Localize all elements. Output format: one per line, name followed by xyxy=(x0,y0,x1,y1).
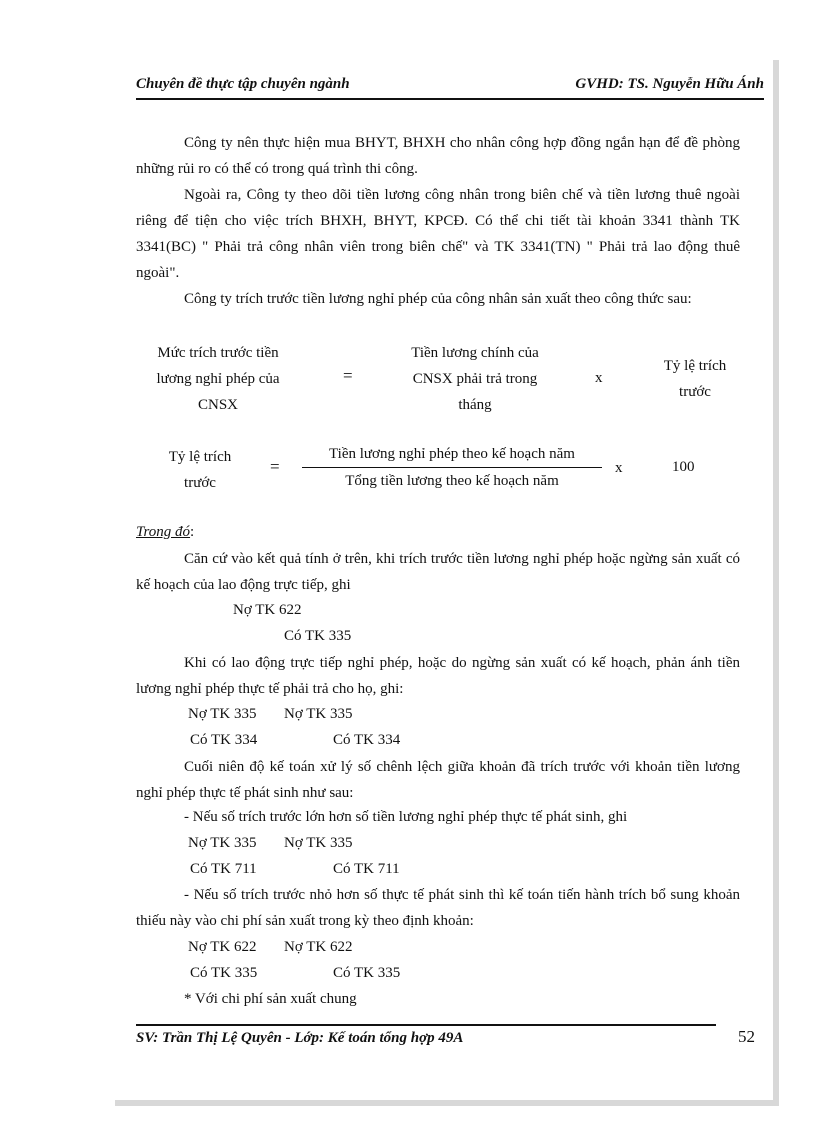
formula1-multiply: x xyxy=(595,370,603,386)
entry2-credit-2: Có TK 334 xyxy=(333,732,401,748)
paragraph-1: Công ty nên thực hiện mua BHYT, BHXH cho nhân công hợp đồng ngắn hạn để đề phòng những rủi ro có thể có trong quá trình thi công. xyxy=(136,135,740,177)
entry1-credit: Có TK 335 xyxy=(284,628,352,644)
entry3-credit-1: Có TK 711 xyxy=(190,861,257,877)
formula2-numerator: Tiền lương nghỉ phép theo kế hoạch năm xyxy=(329,446,575,462)
entry2-credit-1: Có TK 334 xyxy=(190,732,258,748)
paragraph-3: Công ty trích trước tiền lương nghỉ phép của công nhân sản xuất theo công thức sau: xyxy=(184,291,692,307)
entry3-debit-1: Nợ TK 335 xyxy=(188,835,257,851)
entry2-debit-2: Nợ TK 335 xyxy=(284,706,353,722)
paragraph-5: Khi có lao động trực tiếp nghỉ phép, hoặc do ngừng sản xuất có kế hoạch, phản ánh tiền lương nghỉ phép thực tế phải trả cho họ, ghi: xyxy=(136,655,740,697)
entry3-debit-2: Nợ TK 335 xyxy=(284,835,353,851)
formula2-denominator: Tổng tiền lương theo kế hoạch năm xyxy=(345,473,559,489)
formula1-equals: = xyxy=(343,366,353,385)
entry4-debit-1: Nợ TK 622 xyxy=(188,939,257,955)
formula1-rhs: Tỷ lệ trích trước xyxy=(663,358,727,400)
paragraph-2: Ngoài ra, Công ty theo dõi tiền lương công nhân trong biên chế và tiền lương thuê ngoài riêng để tiện cho việc trích BHXH, BHYT, KPCĐ. Có thể chi tiết tài khoản 3341 thành TK 3341(BC) " Phải trả công nhân viên trong biên chế" và TK 3341(TN) " Phải trả lao động thuê ngoài". xyxy=(136,187,740,281)
entry3-credit-2: Có TK 711 xyxy=(333,861,400,877)
formula1-lhs: Mức trích trước tiền lương nghỉ phép của CNSX xyxy=(156,345,280,413)
bullet-1: - Nếu số trích trước lớn hơn số tiền lương nghỉ phép thực tế phát sinh, ghi xyxy=(184,809,628,825)
entry2-debit-1: Nợ TK 335 xyxy=(188,706,257,722)
page-number: 52 xyxy=(738,1027,755,1046)
page-shadow-bottom xyxy=(115,1100,779,1106)
paragraph-4: Căn cứ vào kết quả tính ở trên, khi trích trước tiền lương nghỉ phép hoặc ngừng sản xuất có kế hoạch của lao động trực tiếp, ghi xyxy=(136,551,740,593)
formula2-multiply: x xyxy=(615,460,623,476)
section-heading: Trong đó: xyxy=(136,524,195,540)
bullet-3: * Với chi phí sản xuất chung xyxy=(184,991,357,1007)
footer-rule xyxy=(136,1024,716,1026)
header-advisor: GVHD: TS. Nguyễn Hữu Ánh xyxy=(575,76,764,92)
formula2-lhs: Tỷ lệ trích trước xyxy=(168,449,232,491)
entry4-debit-2: Nợ TK 622 xyxy=(284,939,353,955)
entry4-credit-1: Có TK 335 xyxy=(190,965,258,981)
entry4-credit-2: Có TK 335 xyxy=(333,965,401,981)
header-title: Chuyên đề thực tập chuyên ngành xyxy=(136,76,350,92)
bullet-2: - Nếu số trích trước nhỏ hơn số thực tế phát sinh thì kế toán tiến hành trích bổ sung khoản thiếu này vào chi phí sản xuất trong kỳ theo định khoản: xyxy=(136,887,740,929)
formula2-factor: 100 xyxy=(672,459,695,475)
page-header xyxy=(136,76,764,100)
paragraph-6: Cuối niên độ kế toán xử lý số chênh lệch giữa khoản đã trích trước với khoản tiền lương nghỉ phép thực tế phát sinh như sau: xyxy=(136,759,740,801)
fraction-bar xyxy=(302,467,602,468)
formula1-mid: Tiền lương chính của CNSX phải trả trong tháng xyxy=(411,345,539,413)
formula2-equals: = xyxy=(270,457,280,476)
footer-student: SV: Trần Thị Lệ Quyên - Lớp: Kế toán tổng hợp 49A xyxy=(136,1030,464,1046)
entry1-debit: Nợ TK 622 xyxy=(233,602,302,618)
page-shadow-right xyxy=(773,60,779,1105)
